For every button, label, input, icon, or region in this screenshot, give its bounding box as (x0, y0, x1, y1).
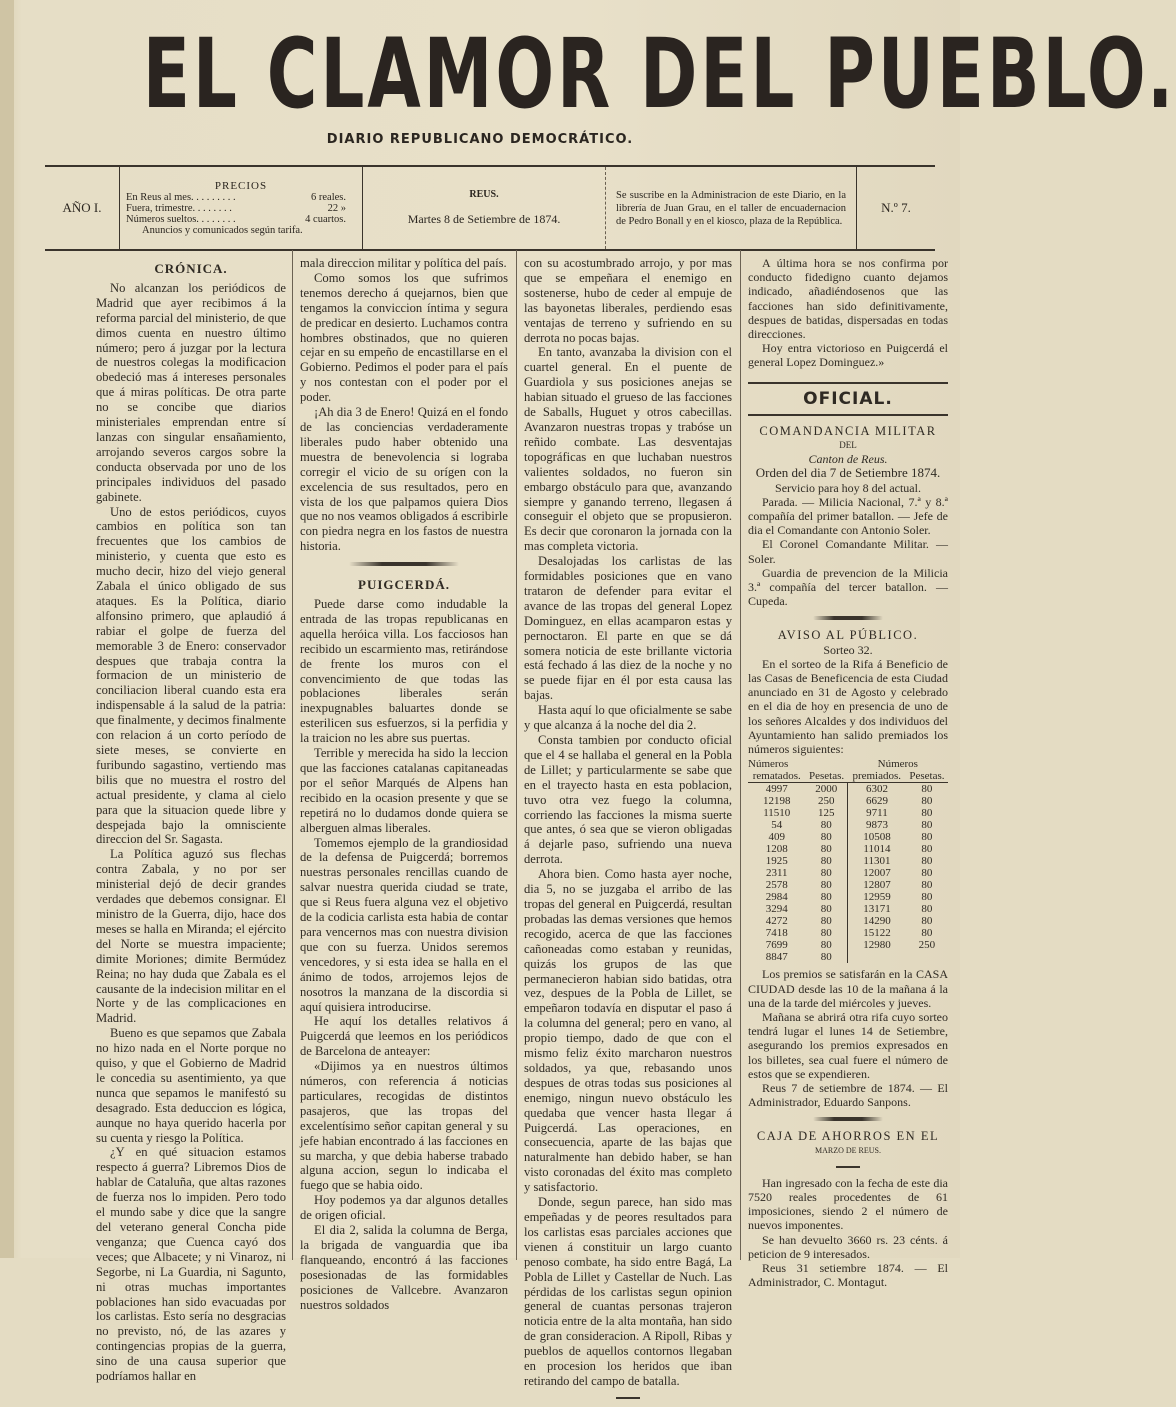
table-row (748, 795, 948, 807)
table-cell: 2311 (765, 867, 788, 880)
table-row (748, 879, 948, 891)
column-puigcerda (300, 256, 508, 1313)
article-paragraph: Puede darse como indudable la entrada de las tropas republicanas en aquella heróica villa. Los facciosos han recibido un escarmiento mas, retirándose de frente los muros con el convencimiento de que todas las poblaciones liberales serán inexpugnables baluartes donde se esterilicen sus esfuerzos, si la perfidia y la traicion no les abre sus puertas. (300, 597, 508, 746)
table-cell: 80 (921, 807, 933, 820)
price-row (126, 203, 346, 214)
table-cell: 409 (768, 831, 785, 844)
table-cell: 80 (921, 855, 933, 868)
article-paragraph: Han ingresado con la fecha de este dia 7520 reales procedentes de 61 imposiciones, siendo 2 el número de nuevos imponentes. (748, 1175, 948, 1233)
section-heading-oficial: OFICIAL. (748, 382, 948, 416)
article-paragraph: Uno de estos periódicos, cuyos cambios en política son tan frecuentes que los cambios de ministerio, y cuenta que esto es mucho decir, hizo del viejo general Zabala el único obligado de sus ataques. Es la Política, diario alfonsino primero, que aplaudió á rabiar el golpe de fuerza del memorable 3 de Enero: conservador despues que trabaja contra la formacion de un ministerio de conciliacion liberal cuando esta era indispensable á la salud de la patria: que finalmente, y decimos finalmente con relacion á un corto período de siete meses, se convierte en furibundo sagastino, vertiendo mas bilis que no muestra el rostro del actual presidente, y clama al cielo para que la situacion quede libre y despejada bajo la omnisciente direccion del Sr. Sagasta. (96, 504, 286, 847)
article-paragraph: Hoy podemos ya dar algunos detalles de origen oficial. (300, 1193, 508, 1223)
article-paragraph: Hasta aquí lo que oficialmente se sabe y que alcanza á la noche del dia 2. (524, 703, 732, 733)
table-cell: 2578 (765, 879, 788, 892)
column-header: Pesetas. (906, 770, 948, 783)
del-label: DEL (839, 440, 857, 451)
short-rule (836, 1166, 860, 1168)
article-paragraph: Hoy entra victorioso en Puigcerdá el general Lopez Dominguez.» (748, 341, 948, 370)
parade-line: Parada. — Milicia Nacional, 7.ª y 8.ª compañía del primer batallon. — Jefe de dia el Comandante con Antonio Soler. (748, 494, 948, 538)
price-row (126, 214, 346, 225)
article-paragraph: No alcanzan los periódicos de Madrid que ayer recibimos á la reforma parcial del ministerio, de que dimos cuenta en nuestro último número; pero á juzgar por la lectura de nuestros colegas la modificacion obedeció mas á intereses personales que á miras políticas. De otra parte no se concibe que diarios ministeriales emprendan entre sí lanzas con singular ensañamiento, arrojando severos cargos sobre la conducta observada por uno de los principales individuos del pasado gabinete. (96, 280, 286, 504)
issue-date: Martes 8 de Setiembre de 1874. (407, 212, 561, 226)
prices-note: Anuncios y comunicados según tarifa. (142, 224, 303, 236)
column-cronica (96, 250, 286, 1384)
order-of-day: Orden del dia 7 de Setiembre 1874. (755, 465, 941, 481)
column-puigcerda-continued (524, 256, 732, 1407)
table-cell: 250 (918, 939, 936, 952)
price-row (126, 192, 346, 203)
table-cell: 7418 (765, 927, 788, 940)
article-paragraph: Bueno es que sepamos que Zabala no hizo nada en el Norte porque no quiso, y que el Gobierno de Madrid le concedia su asentimiento, ya que nunca que sepamos le manifestó su desagrado. Esta deduccion es lógica, aunque no haya querido hacerla por su cuenta y riesgo la Política. (96, 1026, 286, 1145)
table-cell: 80 (921, 903, 933, 916)
article-paragraph: ¡Ah dia 3 de Enero! Quizá en el fondo de las conciencias verdaderamente liberales pudo haber obtenido una muestra de benevolencia si lograba corregir el vicio de su orígen con la excelencia de sus resultados, pero en vista de los que palpamos quiera Dios que no nos veamos obligados á escribirle con piedra negra en los fastos de nuestra historia. (300, 405, 508, 554)
column-divider (740, 250, 741, 1260)
subscription-info: Se suscribe en la Administracion de este Diario, en la librería de Juan Grau, en el taller de encuadernacion de Pedro Bonall y en el kiosco, plaza de la República. (605, 167, 857, 249)
year-label (45, 167, 119, 249)
table-row (748, 819, 948, 831)
table-cell: 80 (820, 855, 832, 868)
table-row (748, 807, 948, 819)
table-cell: 6629 (848, 795, 906, 807)
table-group-header (748, 758, 948, 770)
colonel-line: El Coronel Comandante Militar. — Soler. (748, 537, 948, 566)
table-cell: 7699 (765, 939, 788, 952)
table-row (748, 783, 948, 796)
table-cell: 3294 (765, 903, 788, 916)
table-cell: 80 (921, 891, 933, 904)
table-cell: 80 (921, 867, 933, 880)
table-cell: 1208 (765, 843, 788, 856)
table-body (748, 783, 948, 964)
notice-title: AVISO AL PÚBLICO. (777, 628, 919, 643)
table-row (748, 915, 948, 927)
table-cell: 11014 (848, 843, 906, 855)
table-cell: 14290 (848, 915, 906, 927)
newspaper-subtitle: DIARIO REPUBLICANO DEMOCRÁTICO. (326, 132, 634, 147)
table-cell: 15122 (848, 927, 906, 939)
group-header: Números (748, 758, 789, 771)
article-paragraph: Reus 31 setiembre 1874. — El Administrador, C. Montagut. (748, 1260, 948, 1290)
notice-intro: En el sorteo de la Rifa á Beneficio de las Casas de Beneficencia de esta Ciudad anunciado en 31 de Agosto y celebrado en el dia de hoy en presencia de uno de los señores Alcaldes y dos individuos del Ayuntamiento han salido premiados los números siguientes: (748, 656, 948, 757)
article-paragraph: Consta tambien por conducto oficial que el 4 se hallaba el general en la Pobla de Lillet; y particularmente se sabe que en el trayecto hasta en esta poblacion, tuvo otra vez fuego la columna, corriendo las facciones la misma suerte que antes, ó sea que se vieron obligadas á dejarle paso, sufriendo una nueva derrota. (524, 733, 732, 867)
table-cell: 9873 (848, 819, 906, 831)
section-heading-cronica: CRÓNICA. (154, 261, 228, 276)
table-cell: 250 (818, 795, 835, 808)
article-paragraph: La Política aguzó sus flechas contra Zabala, y no por ser ministerial dejó de decir grandes verdades que debemos consignar. El ministro de la Guerra, dijo, hace dos meses se halla en Miranda; el ejército del Norte se muestra impaciente; dimite Moriones; dimite Bermúdez Reina; no hay duda que Zabala es el causante de la indecision militar en el Norte y de las complicaciones en Madrid. (96, 847, 286, 1026)
article-paragraph: Ahora bien. Como hasta ayer noche, dia 5, no se juzgaba el arribo de las tropas del general en Puigcerdá, resultan probadas las demas versiones que hemos recogido, acerca de que las facciones cañoneadas como estaban y reunidas, quizás los grupos de las que permanecieron habian sido batidas, otra vez, despues de la Pobla de Lillet, se empeñaron todavía en disputar el paso á la columna del general; pero en vano, al propio tiempo, dado de que con el mismo feliz éxito marcharon nuestros soldados, ya que, rebasando unos despues de otras todas sus posiciones al enemigo, ningun nuevo obstáculo les quedaba que vencer hasta llegar á Puigcerdá. Las operaciones, en consecuencia, aparte de las bajas que naturalmente han debido haber, se han visto coronadas del éxito mas completo y satisfactorio. (524, 867, 732, 1195)
canton-label: Canton de Reus. (808, 452, 888, 467)
table-cell: 12980 (848, 939, 906, 951)
article-paragraph: En tanto, avanzaba la division con el cuartel general. En el puente de Guardiola y sus posiciones anejas se habian situado el grueso de las facciones de Saballs, Huguet y otros cabecillas. Avanzaron nuestras tropas y trabóse un reñido combate. Las desventajas topográficas en que luchaban nuestros valientes soldados, no fueron sin embargo obstáculo para que, avanzando siempre y ganando terreno, llegasen á conseguir el objeto que se propusieron. Es decir que coronaron la jornada con la mas completa victoria. (524, 345, 732, 554)
article-paragraph: Mañana se abrirá otra rifa cuyo sorteo tendrá lugar el lunes 14 de Setiembre, asegurando los premios expresados en los billetes, sea cual fuere el número de estos que se expendieren. (748, 1009, 948, 1081)
columns (0, 250, 960, 1388)
table-cell: 80 (820, 819, 832, 832)
table-cell: 80 (820, 903, 832, 916)
table-cell: 80 (921, 843, 933, 856)
table-cell: 80 (820, 831, 832, 844)
table-cell: 11301 (848, 855, 906, 867)
table-cell: 80 (820, 915, 832, 928)
issue-number-text: N.º 7. (881, 200, 911, 215)
article-paragraph: mala direccion militar y política del país. (300, 256, 507, 270)
table-cell: 80 (820, 951, 832, 964)
column-header: Pesetas. (805, 770, 847, 783)
service-line: Servicio para hoy 8 del actual. (775, 480, 921, 495)
price-label: En Reus al mes. . . . . . . . . (126, 191, 236, 203)
table-cell: 80 (921, 831, 933, 844)
prices-box (119, 167, 363, 249)
table-cell: 80 (820, 843, 832, 856)
table-cell: 12198 (762, 795, 791, 808)
table-row (748, 903, 948, 915)
ornament-divider (813, 1117, 883, 1121)
table-row (748, 867, 948, 879)
table-cell: 8847 (765, 951, 788, 964)
table-cell: 54 (771, 819, 783, 832)
article-paragraph: Terrible y merecida ha sido la leccion que las facciones catalanas capitaneadas por el señor Marqués de Alpens han recibido en la ocasion presente y que se repetirá no lo dudamos donde quiera se alberguen almas liberales. (300, 746, 508, 835)
article-paragraph: Se han devuelto 3660 rs. 23 cénts. á peticion de 9 interesados. (748, 1232, 948, 1261)
article-paragraph: ¿Y en qué situacion estamos respecto á guerra? Libremos Dios de hablar de Cataluña, que altas razones de fuerza nos lo impiden. Pero todo el mundo sabe y dice que la sangre del veterano general Concha pide venganza; que Cuenca cayó dos veces; que Albacete; y ni Vinaroz, ni Segorbe, ni La Guardia, ni Sagunto, ni otras muchas importantes poblaciones han sido evacuadas por los carlistas. Esto sería no desgracias no previsto, nó, de las azares y contingencias propias de la guerra, sino de una causa superior que podríamos hallar en (96, 1145, 286, 1384)
article-paragraph: Reus 7 de setiembre de 1874. — El Administrador, Eduardo Sanpons. (748, 1080, 948, 1110)
table-cell: 80 (820, 927, 832, 940)
issue-number (857, 167, 935, 249)
table-cell: 125 (818, 807, 835, 820)
place-name: REUS. (469, 189, 499, 200)
section-heading-puigcerda: PUIGCERDÁ. (358, 577, 450, 593)
table-cell: 80 (921, 819, 933, 832)
info-bar (45, 165, 935, 251)
lottery-results-table (748, 758, 948, 963)
table-row (748, 891, 948, 903)
article-paragraph: El dia 2, salida la columna de Berga, la brigada de vanguardia que iba flanqueando, encontró á las facciones posesionadas de las formidables posiciones de Vallcebre. Avanzaron nuestros soldados (300, 1223, 508, 1312)
table-cell: 12807 (848, 879, 906, 891)
table-row (748, 843, 948, 855)
table-cell: 80 (820, 867, 832, 880)
column-header: premiados. (848, 770, 906, 783)
article-paragraph: Donde, segun parece, han sido mas empeñadas y de peores resultados para los carlistas esas parciales acciones que vienen á constituir un largo cuanto penoso combate, ha sido entre Bagá, La Pobla de Lillet y Castellar de Nuch. Las pérdidas de los carlistas segun opinion general de cuantas personas trajeron noticia entre de la alta montaña, han sido de gran consideracion. A Ripoll, Ribas y pueblos de aquellos contornos llegaban en procesion los heridos que iban retirando del campo de batalla. (524, 1195, 732, 1388)
ornament-divider (813, 616, 883, 620)
draw-number: Sorteo 32. (823, 642, 873, 657)
ornament-divider (349, 562, 459, 566)
table-cell: 80 (921, 915, 933, 928)
table-cell (906, 951, 948, 963)
table-cell: 2000 (815, 783, 838, 796)
article-paragraph: Como somos los que sufrimos tenemos derecho á quejarnos, bien que tengamos la conviccion íntima y segura de predicar en desierto. Luchamos contra hombres obstinados, que no quieren cejar en su empeño de encastillarse en el Gobierno. Pedimos el poder para el país y nos contestan con el poder por el poder. (300, 270, 508, 405)
price-value: 6 reales. (311, 191, 346, 203)
prices-title: PRECIOS (214, 179, 268, 192)
table-row (748, 831, 948, 843)
group-header: Números (877, 758, 918, 771)
table-cell: 1925 (765, 855, 788, 868)
newspaper-title: EL CLAMOR DEL PUEBLO. (142, 18, 1176, 130)
table-cell: 10508 (848, 831, 906, 843)
price-label: Fuera, trimestre. . . . . . . . (126, 202, 232, 214)
table-cell: 12959 (848, 891, 906, 903)
table-cell: 80 (820, 891, 832, 904)
table-cell: 4272 (765, 915, 788, 928)
column-divider (516, 250, 517, 1260)
table-row (748, 927, 948, 939)
article-paragraph: A última hora se nos confirma por conducto fidedigno cuanto dejamos indicado, añadiéndosenos que las facciones han sido definitivamente, despues de batidas, dispersadas en todas direcciones. (748, 256, 948, 342)
masthead (142, 18, 1176, 130)
table-cell (848, 951, 906, 963)
article-paragraph: Desalojadas los carlistas de las formidables posiciones que en vano trataron de defender para evitar el avance de las tropas del general Lopez Dominguez, en ellas acamparon estas y pernoctaron. El parte en que se dá somera noticia de este brillante victoria está fechado á las diez de la noche y no se puede fijar en él por esta causa las bajas. (524, 554, 732, 703)
end-rule (616, 1397, 640, 1399)
military-command-title: COMANDANCIA MILITAR (759, 423, 937, 438)
guard-line: Guardia de prevencion de la Milicia 3.ª compañía del tercer batallon. — Cupeda. (748, 565, 948, 609)
column-header: rematados. (748, 770, 805, 783)
table-cell: 6302 (848, 783, 906, 796)
column-oficial (748, 256, 948, 1289)
table-cell: 80 (921, 927, 933, 940)
table-cell: 80 (921, 795, 933, 808)
table-cell: 11510 (763, 807, 791, 820)
table-row (748, 855, 948, 867)
table-cell: 80 (921, 879, 933, 892)
table-row (748, 939, 948, 951)
table-cell: 4997 (765, 783, 788, 796)
table-cell: 12007 (848, 867, 906, 879)
article-paragraph: Los premios se satisfarán en la CASA CIUDAD desde las 10 de la mañana á la una de la tarde del miércoles y jueves. (748, 967, 948, 1010)
savings-bank-subtitle: MARZO DE REUS. (814, 1145, 881, 1155)
table-cell: 9711 (848, 807, 906, 819)
article-paragraph: Tomemos ejemplo de la grandiosidad de la defensa de Puigcerdá; borremos nuestras personales rencillas cuando de salvar nuestra querida ciudad se trate, que si Reus fuera alguna vez el objetivo de la codicia carlista esta habia de contar para vencernos mas con nuestra division que con su fuerza. Unidos seremos vencedores, y si esta idea se halla en el ánimo de todos, arrojemos lejos de nosotros la manzana de la discordia si aquí quisiera introducirse. (300, 835, 508, 1014)
article-paragraph: He aquí los detalles relativos á Puigcerdá que leemos en los periódicos de Barcelona de anteayer: (300, 1014, 508, 1059)
date-box (363, 167, 605, 249)
price-value: 4 cuartos. (305, 213, 346, 225)
price-value: 22 » (327, 202, 346, 214)
table-cell: 2984 (765, 891, 788, 904)
table-cell: 80 (820, 939, 832, 952)
table-cell: 80 (921, 783, 933, 796)
table-row (748, 951, 948, 963)
table-header (748, 770, 948, 783)
table-cell: 13171 (848, 903, 906, 915)
savings-bank-title: CAJA DE AHORROS EN EL (756, 1129, 940, 1144)
price-label: Números sueltos. . . . . . . . (126, 213, 236, 225)
year-text: AÑO I. (62, 200, 102, 215)
article-paragraph: «Dijimos ya en nuestros últimos números, con referencia á noticias particulares, recogidas de distintos pasajeros, que las tropas del excelentísimo señor capitan general y su jefe habian encontrado á las facciones en su marcha, y que debia haberse trabado alguna accion, segun lo indicaba el fuego que se habia oido. (300, 1059, 508, 1193)
table-cell: 80 (820, 879, 832, 892)
column-divider (292, 250, 293, 1260)
article-paragraph: con su acostumbrado arrojo, y por mas que se empeñara el enemigo en sostenerse, hubo de ceder al empuje de las bayonetas liberales, perdiendo esas ventajas de terreno y sufriendo en su derrota no pocas bajas. (524, 256, 732, 345)
